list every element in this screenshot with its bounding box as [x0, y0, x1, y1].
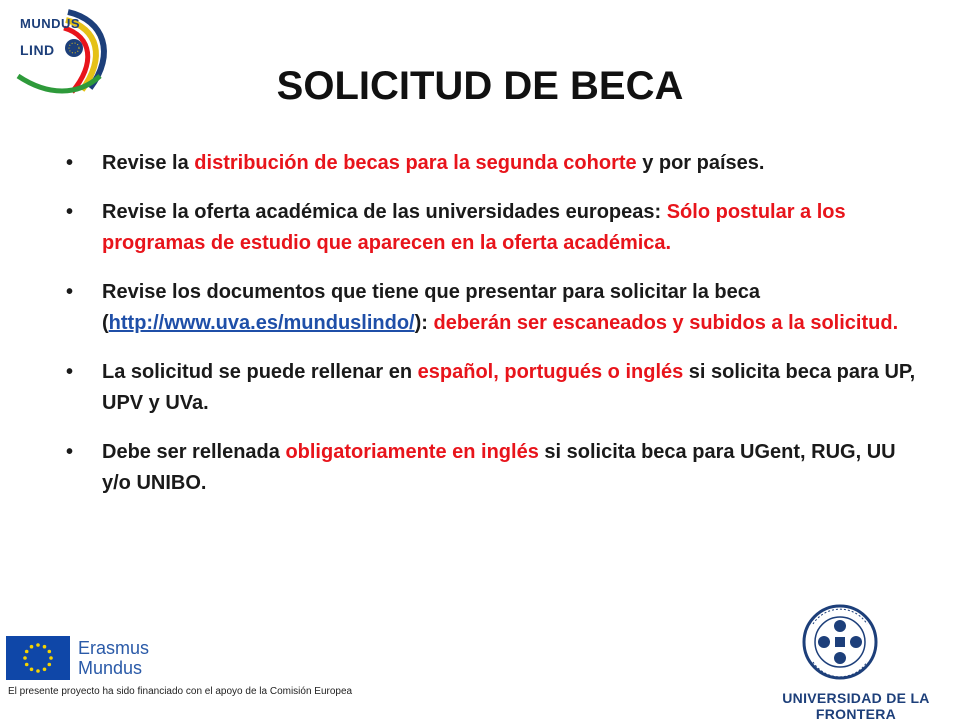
bullet-text: Revise los documentos que tiene que presentar para solicitar la beca (	[102, 281, 761, 334]
bullet-text: ):	[414, 312, 434, 334]
erasmus-mundus-logo	[6, 636, 166, 684]
bullet-dot-icon: •	[66, 152, 74, 174]
documents-link[interactable]: http://www.uva.es/munduslindo/	[108, 312, 415, 334]
funding-note: El presente proyecto ha sido financiado con el apoyo de la Comisión Europea	[8, 686, 353, 697]
university-seal-icon	[795, 604, 885, 680]
bullet-dot-icon: •	[66, 441, 74, 463]
bullet-academic-offer	[62, 197, 922, 259]
bullet-highlight: Sólo postular a los programas de estudio que aparecen en la oferta académica.	[102, 201, 846, 254]
bullet-text: si solicita beca para UGent, RUG, UU y/o UNIBO.	[102, 441, 896, 494]
eu-flag-icon	[6, 636, 70, 680]
erasmus-mundus-wordmark	[78, 638, 149, 678]
bullet-highlight: obligatoriamente en inglés	[285, 441, 539, 463]
bullet-dot-icon: •	[66, 281, 74, 303]
bullet-text: Revise la oferta académica de las universidades europeas:	[102, 201, 667, 223]
university-name: UNIVERSIDAD DE LA FRONTERA	[782, 690, 930, 722]
bullet-highlight: español, portugués o inglés	[417, 361, 684, 383]
bullet-distribution	[62, 148, 922, 179]
page-title: SOLICITUD DE BECA	[276, 64, 684, 108]
bullet-highlight: distribución de becas para la segunda cohorte	[194, 152, 637, 174]
bullet-english-required	[62, 437, 922, 499]
logo-mundus-text: MUNDUS	[20, 16, 81, 31]
bullet-dot-icon: •	[66, 201, 74, 223]
logo-lindo-text: LIND	[20, 42, 55, 58]
bullet-documents	[62, 277, 922, 339]
bullet-highlight: deberán ser escaneados y subidos a la solicitud.	[433, 312, 899, 334]
bullet-text: y por países.	[636, 152, 765, 174]
bullet-text: Revise la	[102, 152, 195, 174]
bullet-text: Debe ser rellenada	[102, 441, 286, 463]
erasmus-line1: Erasmus	[78, 638, 150, 658]
bullet-text: La solicitud se puede rellenar en	[102, 361, 418, 383]
bullet-languages	[62, 357, 922, 419]
erasmus-line2: Mundus	[78, 658, 143, 678]
bullet-list	[62, 148, 922, 517]
bullet-dot-icon: •	[66, 361, 74, 383]
bullet-text: si solicita beca para UP, UPV y UVa.	[102, 361, 916, 414]
